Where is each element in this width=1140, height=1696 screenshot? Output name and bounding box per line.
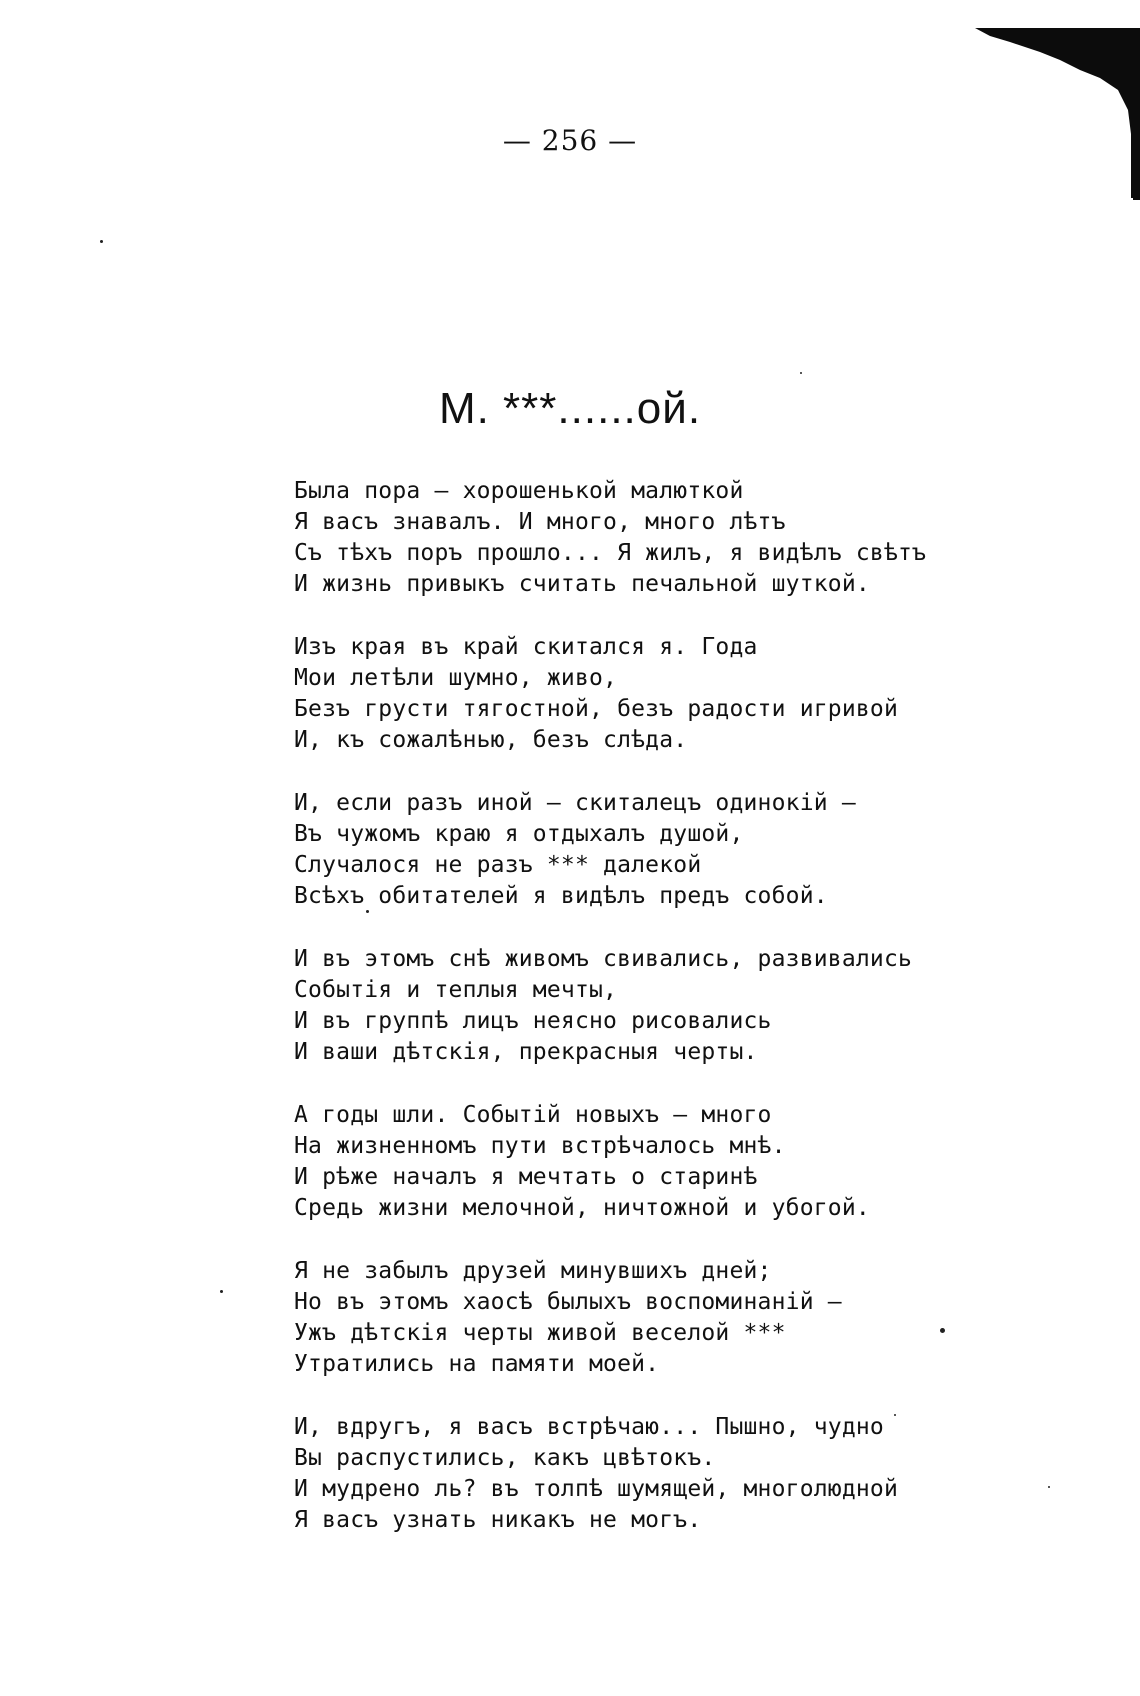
stanza-3	[294, 788, 1014, 912]
scan-speck	[940, 1328, 945, 1333]
poem-line: Но въ этомъ хаосѣ былыхъ воспоминаній —	[294, 1289, 842, 1315]
poem-line: Изъ края въ край скитался я. Года	[294, 634, 758, 660]
poem-line: Средь жизни мелочной, ничтожной и убогой.	[294, 1195, 870, 1221]
scan-speck	[894, 1414, 896, 1416]
poem-line: Всѣхъ обитателей я видѣлъ предъ собой.	[294, 883, 828, 909]
scan-speck	[366, 910, 369, 913]
poem-line: И рѣже началъ я мечтать о старинѣ	[294, 1164, 758, 1190]
poem-line: Я васъ знавалъ. И много, много лѣтъ	[294, 509, 786, 535]
poem-line: И въ этомъ снѣ живомъ свивались, развивались	[294, 946, 913, 972]
stanza-1	[294, 476, 1014, 600]
stanza-6	[294, 1256, 1014, 1380]
poem-line: И, если разъ иной — скиталецъ одинокій —	[294, 790, 856, 816]
poem-line: Событія и теплыя мечты,	[294, 977, 618, 1003]
poem-line: Въ чужомъ краю я отдыхалъ душой,	[294, 821, 744, 847]
poem-line: Утратились на памяти моей.	[294, 1351, 660, 1377]
scan-speck	[100, 240, 103, 243]
poem-line: Съ тѣхъ поръ прошло... Я жилъ, я видѣлъ свѣтъ	[294, 540, 927, 566]
poem-line: И въ группѣ лицъ неясно рисовались	[294, 1008, 772, 1034]
stanza-7	[294, 1412, 1014, 1536]
poem-body	[294, 476, 1014, 1568]
stanza-5	[294, 1100, 1014, 1224]
stanza-2	[294, 632, 1014, 756]
poem-line: Я не забылъ друзей минувшихъ дней;	[294, 1258, 772, 1284]
scan-speck	[800, 372, 802, 374]
stanza-4	[294, 944, 1014, 1068]
scan-corner-shadow	[0, 0, 1140, 200]
poem-line: Безъ грусти тягостной, безъ радости игривой	[294, 696, 899, 722]
poem-line: И ваши дѣтскія, прекрасныя черты.	[294, 1039, 758, 1065]
poem-line: Ужъ дѣтскія черты живой веселой ***	[294, 1320, 786, 1346]
poem-line: Вы распустились, какъ цвѣтокъ.	[294, 1445, 716, 1471]
poem-line: На жизненномъ пути встрѣчалось мнѣ.	[294, 1133, 786, 1159]
poem-line: И мудрено ль? въ толпѣ шумящей, многолюдной	[294, 1476, 899, 1502]
poem-line: А годы шли. Событій новыхъ — много	[294, 1102, 772, 1128]
poem-line: И, вдругъ, я васъ встрѣчаю... Пышно, чудно	[294, 1414, 884, 1440]
poem-line: Мои летѣли шумно, живо,	[294, 665, 618, 691]
scan-speck	[220, 1290, 223, 1293]
poem-line: И, къ сожалѣнью, безъ слѣда.	[294, 727, 688, 753]
poem-title: М. ***......ой.	[438, 384, 702, 433]
poem-line: Я васъ узнать никакъ не могъ.	[294, 1507, 702, 1533]
scan-speck	[1048, 1486, 1050, 1488]
poem-line: И жизнь привыкъ считать печальной шуткой.	[294, 571, 870, 597]
poem-line: Случалося не разъ *** далекой	[294, 852, 702, 878]
poem-line: Была пора — хорошенькой малюткой	[294, 478, 744, 504]
page-number: — 256 —	[502, 124, 638, 157]
